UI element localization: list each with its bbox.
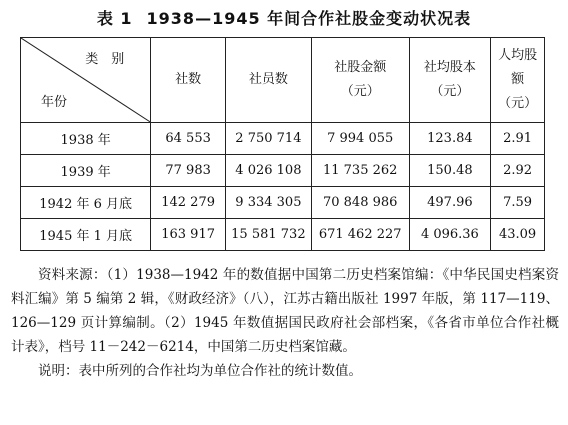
table-row — [21, 123, 545, 155]
table-header-row — [21, 38, 545, 123]
corner-label-category: 类 别 — [85, 52, 125, 67]
column-header: 社均股本 （元） — [409, 38, 491, 123]
table-cell: 4 096.36 — [409, 219, 491, 251]
column-header: 社员数 — [225, 38, 311, 123]
table-cell: 2 750 714 — [225, 123, 311, 155]
table-cell: 7.59 — [491, 187, 545, 219]
table-cell: 671 462 227 — [311, 219, 409, 251]
table-row — [21, 219, 545, 251]
row-year: 1939 年 — [21, 155, 151, 187]
table-cell: 163 917 — [151, 219, 226, 251]
table-cell: 4 026 108 — [225, 155, 311, 187]
corner-label-year: 年份 — [41, 95, 68, 110]
table-cell: 7 994 055 — [311, 123, 409, 155]
table-cell: 123.84 — [409, 123, 491, 155]
corner-cell — [21, 38, 151, 123]
table-notes — [11, 263, 559, 383]
table-cell: 15 581 732 — [225, 219, 311, 251]
table-cell: 70 848 986 — [311, 187, 409, 219]
table-cell: 142 279 — [151, 187, 226, 219]
column-header: 人均股额 （元） — [491, 38, 545, 123]
table-cell: 43.09 — [491, 219, 545, 251]
row-year: 1942 年 6 月底 — [21, 187, 151, 219]
table-cell: 497.96 — [409, 187, 491, 219]
remark-note: 说明：表中所列的合作社均为单位合作社的统计数值。 — [38, 363, 362, 379]
column-header: 社股金额 （元） — [311, 38, 409, 123]
table-title-text: 1938—1945 年间合作社股金变动状况表 — [146, 9, 472, 28]
table-cell: 77 983 — [151, 155, 226, 187]
table-cell: 2.91 — [491, 123, 545, 155]
source-note: 资料来源：（1）1938—1942 年的数值据中国第二历史档案馆编：《中华民国史档案资料汇编》第 5 编第 2 辑，《财政经济》（八），江苏古籍出版社 1997 年版，第 117—119、126—129 页计算编制。（2）1945 年数值据国民政府社会部档案，《各省市单位合作社概计表》，档号 11－242－6214，中国第二历史档案馆藏。 — [11, 267, 559, 355]
table-cell: 150.48 — [409, 155, 491, 187]
table-cell: 2.92 — [491, 155, 545, 187]
row-year: 1938 年 — [21, 123, 151, 155]
row-year: 1945 年 1 月底 — [21, 219, 151, 251]
table-title — [0, 6, 568, 29]
column-header: 社数 — [151, 38, 226, 123]
table-cell: 64 553 — [151, 123, 226, 155]
table-number: 表 1 — [96, 9, 133, 28]
table-cell: 9 334 305 — [225, 187, 311, 219]
table-row — [21, 155, 545, 187]
table-row — [21, 187, 545, 219]
table-cell: 11 735 262 — [311, 155, 409, 187]
cooperative-share-table — [20, 37, 545, 251]
